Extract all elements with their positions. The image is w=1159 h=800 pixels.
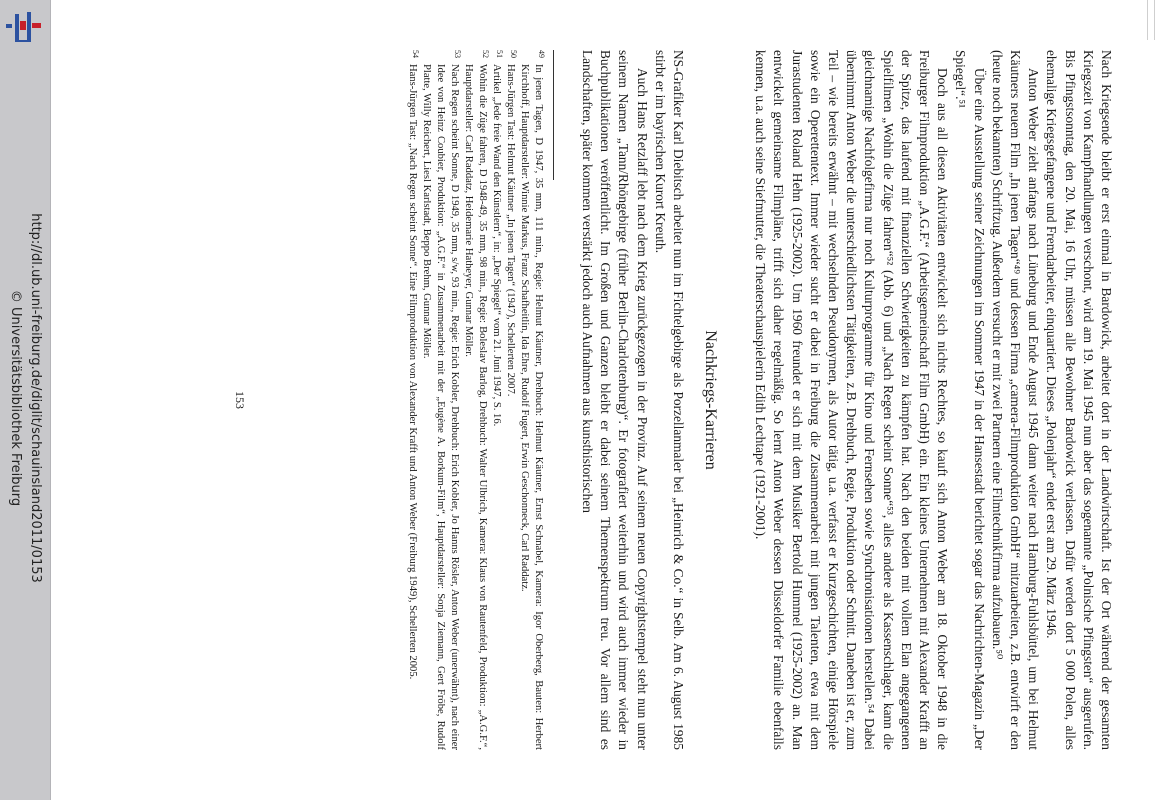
footnote-number: 51: [494, 50, 504, 58]
paragraph: Anton Weber zieht anfangs nach Lüneburg und Ende August 1945 dann weiter nach Hamburg-Fuhlsbüttel, um bei Helmut Käutners neuem Film „In jenen Tagen“⁴⁹ und dessen Firma „camera-Filmproduktion GmbH“ mitzuarbeiten, z.B. entwirft er den (heute noch bekannten) Schriftzug. Außerdem versucht er mit zwei Partnern eine Filmtechnikfirma aufzubauen.⁵⁰: [989, 50, 1042, 750]
footnote-text: Hans-Jürgen Tast: „Nach Regen scheint Sonne“. Eine Filmproduktion von Alexander Krafft und Anton Weber (Freiburg 1949), Schellerten 2005.: [406, 64, 418, 680]
footnote-text: Hans-Jürgen Tast: Helmut Käutner „In jenen Tagen“ (1947), Schellerten 2007.: [504, 64, 516, 397]
footnote-number: 49: [536, 50, 546, 58]
footnote: [489, 50, 503, 750]
paragraph: Nach Kriegsende bleibt er erst einmal in Bardowick, arbeitet dort in der Landwirtschaft. Ist der Ort während der gesamten Kriegszeit von Kampfhandlungen verschont, wird am 19. Mai 1945 nun aber das sogenannte „Polnische Pfingsten“ ausgerufen. Bis Pfingstsonntag, den 20. Mai, 16 Uhr, müssen alle Bewohner Bardowick verlassen. Dafür werden dort 5 000 Polen, alles ehemalige Kriegsgefangene und Fremdarbeiter, einquartiert. Dieses „Polenjahr“ endet erst am 29. März 1946.: [1044, 50, 1114, 750]
footnote: [405, 50, 419, 750]
footnote-text: Nach Regen scheint Sonne, D 1949, 35 mm, s/w, 93 min., Regie: Erich Kobler, Drehbuch: Erich Kobler, Jo Hanns Rösler, Anton Weber (unerwähnt), nach einer Idee von Heinz Coubier, Produktion: „A.G.F.“ in Zusammenarbeit mit der „Eugène A. Borkum-Film“, Hauptdarsteller: Sonja Ziemann, Gert Fröbe, Rudolf Platte, Willy Reichert, Liesl Karlstadt, Beppo Brehm, Gunnar Möller.: [420, 64, 460, 750]
footnote: [461, 50, 489, 750]
source-url[interactable]: http://dl.ub.uni-freiburg.de/diglit/schauinsland2011/0153: [28, 213, 43, 583]
footnotes: [405, 50, 545, 750]
paragraph: Auch Hans Retzlaff lebt nach dem Krieg zurückgezogen in der Provinz. Auf seinem neuen Copyrightstempel steht nun unter seinem Namen „Tann/Rhöngebirge (früher Berlin-Charlottenburg)“. Er fotografiert weiterhin und wird auch immer wieder in Buchpublikationen veröffentlicht. Im Großen und Ganzen bleibt er dabei seinem Themenspektrum treu. Vor allem sind es Landschaften, später kommen verstärkt jedoch auch Aufnahmen aus kunsthistorischen: [579, 50, 650, 750]
scanned-page: [65, 10, 1145, 790]
footnote-number: 52: [480, 50, 490, 58]
viewer-sidebar: [0, 0, 51, 800]
source-url-stamp: [5, 8, 45, 788]
body-text: [578, 50, 1115, 750]
copyright-notice: © Universitätsbibliothek Freiburg: [8, 289, 23, 507]
footnote-number: 54: [410, 50, 420, 58]
footnote: [419, 50, 461, 750]
paragraph: Doch aus all diesen Aktivitäten entwickelt sich nichts Rechtes, so kauft sich Anton Weber am 18. Oktober 1948 in die Freiburger Filmproduktion „A.G.F.“ (Arbeitsgemeinschaft Film GmbH) ein. Ein kleines Unternehmen mit Alexander Krafft an der Spitze, das laufend mit finanziellen Schwierigkeiten zu kämpfen hat. Nach den beiden mit vollem Elan angegangenen Spielfilmen „Wohin die Züge fahren“⁵² (Abb. 6) und „Nach Regen scheint Sonne“⁵³, alles andere als Kassenschlager, kann die gleichnamige Nachfolgefirma nur noch Kulturprogramme für Kino und Fernsehen sowie Synchronisationen herstellen.⁵⁴ Dabei übernimmt Anton Weber die unterschiedlichsten Tätigkeiten, z.B. Drehbuch, Regie, Produktion oder Schnitt. Daneben ist er, zum Teil – wie bereits erwähnt – mit wechselnden Pseudonymen, als Autor tätig, u.a. verfasst er Kurzgeschichten, einige Hörspiele sowie ein Operettentext. Immer wieder sucht er dabei in Freiburg die Zusammenarbeit mit jungen Talenten, etwa mit dem Jurastudenten Roland Hehn (1925-2002). Um 1960 freundet er sich mit dem Musiker Bertold Hummel (1925-2002) an. Man entwickelt gemeinsame Filmpläne, trifft sich daher regelmäßig. So lernt Anton Weber dessen Düsseldorfer Familie ebenfalls kennen, u.a. auch seine Stiefmutter, die Theaterschauspielerin Edith Lechtape (1921-2001).: [753, 50, 951, 750]
section-heading: Nachkriegs-Karrieren: [701, 330, 719, 470]
paragraph: Über eine Ausstellung seiner Zeichnungen im Sommer 1947 in der Hansestadt berichtet sogar das Nachrichten-Magazin „Der Spiegel“.⁵¹: [953, 50, 987, 750]
footnote-text: In jenen Tagen, D 1947, 35 mm, 111 min., Regie: Helmut Käutner, Drehbuch: Helmut Käutner, Ernst Schnabel, Kamera: Igor Oberberg, Bauten: Herbert Kirchhoff, Hauptdarsteller: Winnie Markus, Franz Schafheitlin, Ida Ehre, Rudolf Fugert, Erwin Geschonneck, Carl Raddatz.: [518, 64, 544, 750]
page-number: 153: [233, 391, 247, 409]
paragraph: NS-Grafiker Karl Diebitsch arbeitet nun im Fichtelgebirge als Porzellanmaler bei „Heinrich & Co.“ in Selb. Am 6. August 1985 stirbt er im bayrischen Kurort Kreuth.: [652, 50, 686, 750]
footnote: [517, 50, 545, 750]
footnote: [503, 50, 517, 750]
footnote-text: Artikel „Jede freie Wand den Künstlern“, in: „Der Spiegel“ vom 21. Juni 1947, S. 16.: [490, 64, 502, 427]
footnote-number: 53: [452, 50, 462, 58]
footnote-number: 50: [508, 50, 518, 58]
footnote-divider: [553, 50, 554, 180]
page-corner-mark: [1147, 0, 1155, 40]
footnote-text: Wohin die Züge fahren, D 1948-49, 35 mm, 98 min., Regie: Boleslav Barlog, Drehbuch: Walter Ulbrich, Kamera: Klaus von Rautenfeld, Produktion: „A.G.F.“, Hauptdarsteller: Carl Raddatz, Heidemarie Hatheyer, Gunnar Möller.: [462, 64, 488, 750]
